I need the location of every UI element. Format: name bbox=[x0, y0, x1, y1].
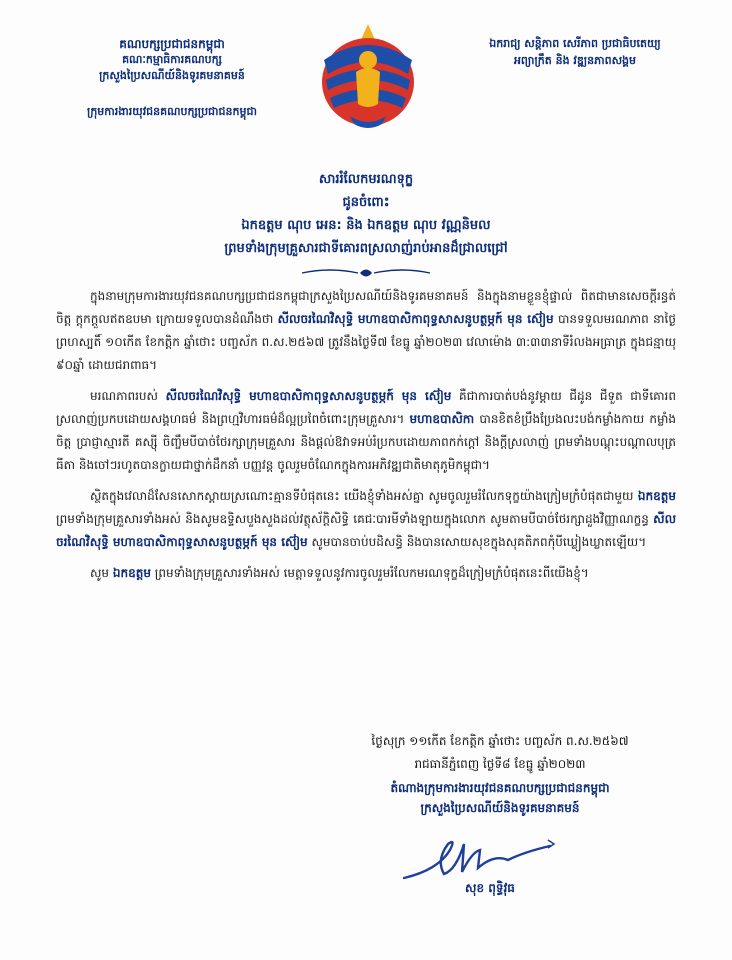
paragraph-2 bbox=[56, 385, 676, 477]
party-committee: គណៈកម្មាធិការគណបក្ស bbox=[122, 53, 222, 66]
lunar-date: ថ្ងៃសុក្រ ១១កើត ខែកត្តិក ឆ្នាំថោះ បញ្ចស័ក ព.ស.២៥៦៧ bbox=[371, 734, 629, 748]
party-name: គណបក្សប្រជាជនកម្ពុជា bbox=[119, 37, 225, 51]
ornament-divider-icon bbox=[300, 266, 432, 280]
p4-text-a: សូម bbox=[90, 566, 113, 580]
party-logo-icon bbox=[316, 20, 420, 132]
letter-addressee-label: ជូនចំពោះ bbox=[342, 195, 390, 210]
paragraph-3 bbox=[56, 485, 676, 554]
deceased-title: មហាឧបាសិកា bbox=[409, 412, 475, 426]
p3-text-b: ព្រមទាំងក្រុមគ្រួសារទាំងអស់ និងសូមឧទ្ទិសបួងសួងដល់វត្ថុស័ក្តិសិទ្ធិ គេជៈបារមីទាំងឡាយក្នុងលោក សូមតាមបីបាច់ថែរក្សាដួងវិញ្ញាណក្ខន្ធ bbox=[56, 512, 654, 526]
letter-body bbox=[56, 285, 676, 593]
letter-addressee-family: ព្រមទាំងក្រុមគ្រួសារជាទីគោរពស្រលាញ់រាប់អានដ៏ជ្រាលជ្រៅ bbox=[224, 241, 508, 256]
letter-addressee: ឯកឧត្តម ណុប អេន: និង ឯកឧត្តម ណុប វណ្ណនិមល bbox=[241, 218, 491, 233]
national-motto-2: អព្យាក្រឹត និង វឌ្ឍនភាពសង្គម bbox=[513, 54, 637, 67]
signatory-ministry: ក្រសួងប្រៃសណីយ៍និងទូរគមនាគមន៍ bbox=[420, 801, 580, 815]
letter-title: សាររំលែកមរណទុក្ខ bbox=[318, 172, 414, 187]
ministry-name: ក្រសួងប្រៃសណីយ៍និងទូរគមនាគមន៍ bbox=[99, 69, 245, 82]
deceased-name: សីលចរណៃវិសុទ្ធិ មហាឧបាសិកាពុទ្ធសាសនូបត្ថម្ភក៍ មុន ស៊ៀម bbox=[56, 512, 676, 549]
honorific: ឯកឧត្តម bbox=[637, 489, 676, 503]
p2-text-a: មរណភាពរបស់ bbox=[90, 389, 166, 403]
deceased-name: សីលចរណៃវិសុទ្ធិ មហាឧបាសិកាពុទ្ធសាសនូបត្ថម្ភក៍ មុន ស៊ៀម bbox=[277, 312, 554, 326]
letter-titles bbox=[100, 168, 632, 260]
paragraph-1 bbox=[56, 285, 676, 377]
national-motto: ឯករាជ្យ សន្តិភាព សេរីភាព ប្រជាធិបតេយ្យ bbox=[489, 37, 661, 50]
p4-text-b: ព្រមទាំងក្រុមគ្រួសារទាំងអស់ មេត្តាទទួលនូវការចូលរួមរំលែកមរណទុក្ខដ៏ក្រៀមក្រំបំផុតនេះពីយើងខ្ញុំ។ bbox=[150, 566, 589, 580]
header-right bbox=[450, 36, 700, 70]
header-left bbox=[52, 36, 292, 120]
youth-group-name: ក្រុមការងារយុវជនគណបក្សប្រជាជនកម្ពុជា bbox=[87, 105, 257, 118]
p2-text-c: បានខិតខំប្រឹងប្រែងលះបង់កម្លាំងកាយ កម្លាំងចិត្ត ប្រាជ្ញាស្មារតី គស្ស៊ី ចិញ្ចឹមបីបាច់ថែរក្សាក្រុមគ្រួសារ និងផ្តល់ឱវាទអប់រំប្រកបដោយភាពកក់ក្តៅ និងក្តីស្រលាញ់ ព្រមទាំងបណ្តុះបណ្តាលបុត្រ ធីតា និងចៅៗរហូតបានក្លាយជាថ្នាក់ដឹកនាំ បញ្ញវន្ត ចូលរួមចំណែកក្នុងការអភិវឌ្ឍជាតិមាតុភូមិកម្ពុជា។ bbox=[56, 412, 676, 472]
p3-text-a: ស្ថិតក្នុងវេលាដ៏សែនសោកស្តាយស្រណោះគ្មានទីបំផុតនេះ យើងខ្ញុំទាំងអស់គ្នា សូមចូលរួមរំលែកទុក្ខយ៉ាងក្រៀមក្រំបំផុតជាមួយ bbox=[90, 489, 638, 503]
solar-date: រាជធានីភ្នំពេញ ថ្ងៃទី៨ ខែធ្នូ ឆ្នាំ២០២៣ bbox=[414, 757, 586, 771]
honorific: ឯកឧត្តម bbox=[112, 566, 151, 580]
paragraph-4 bbox=[56, 562, 676, 585]
letter-dates bbox=[320, 730, 680, 776]
signature-title bbox=[320, 778, 680, 818]
p1-text-a: ក្នុងនាមក្រុមការងារយុវជនគណបក្សប្រជាជនកម្ពុជាក្រសួងប្រៃសណីយ៍និងទូរគមនាគមន៍ និងក្នុងនាមខ្លួនខ្ញុំផ្ទាល់ ពិតជាមានសេចក្តីរន្ធត់ចិត្ត ក្តុកក្តួលឥតឧបមា ក្រោយទទួលបានដំណឹងថា bbox=[56, 289, 676, 326]
signer-name: សុខ ពុទ្ធិវុធ bbox=[465, 881, 515, 895]
signatory-org: តំណាងក្រុមការងារយុវជនគណបក្សប្រជាជនកម្ពុជា bbox=[390, 781, 610, 795]
deceased-name: សីលចរណៃវិសុទ្ធិ មហាឧបាសិកាពុទ្ធសាសនូបត្ថម្ភក៍ មុន ស៊ៀម bbox=[165, 389, 452, 403]
p1-text-b: បានទទួលមរណភាព នាថ្ងៃព្រហស្បតិ៍ ១០កើត ខែកត្តិក ឆ្នាំថោះ បញ្ចស័ក ព.ស.២៥៦៧ ត្រូវនឹងថ្ងៃទី៧ ខែធ្នូ ឆ្នាំ២០២៣ វេលាម៉ោង ៣:៣៣នាទីរំលងអធ្រាត្រ ក្នុងជន្មាយុ ៩០ឆ្នាំ ដោយជរាពាធ។ bbox=[56, 312, 676, 372]
p2-text-b: គឺជាការបាត់បង់នូវម្តាយ ជីដូន ជីទួត ជាទីគោរពស្រលាញ់ប្រកបដោយសង្គហធម៌ និងព្រហ្មវិហារធម៌ដ៏ល្អប្រពៃចំពោះក្រុមគ្រួសារ។ bbox=[56, 389, 676, 426]
p3-text-c: សូមបានចាប់បដិសន្ធិ និងបានសោយសុខក្នុងសុគតិភពកុំបីឃ្លៀងឃ្លាតឡើយ។ bbox=[307, 535, 647, 549]
